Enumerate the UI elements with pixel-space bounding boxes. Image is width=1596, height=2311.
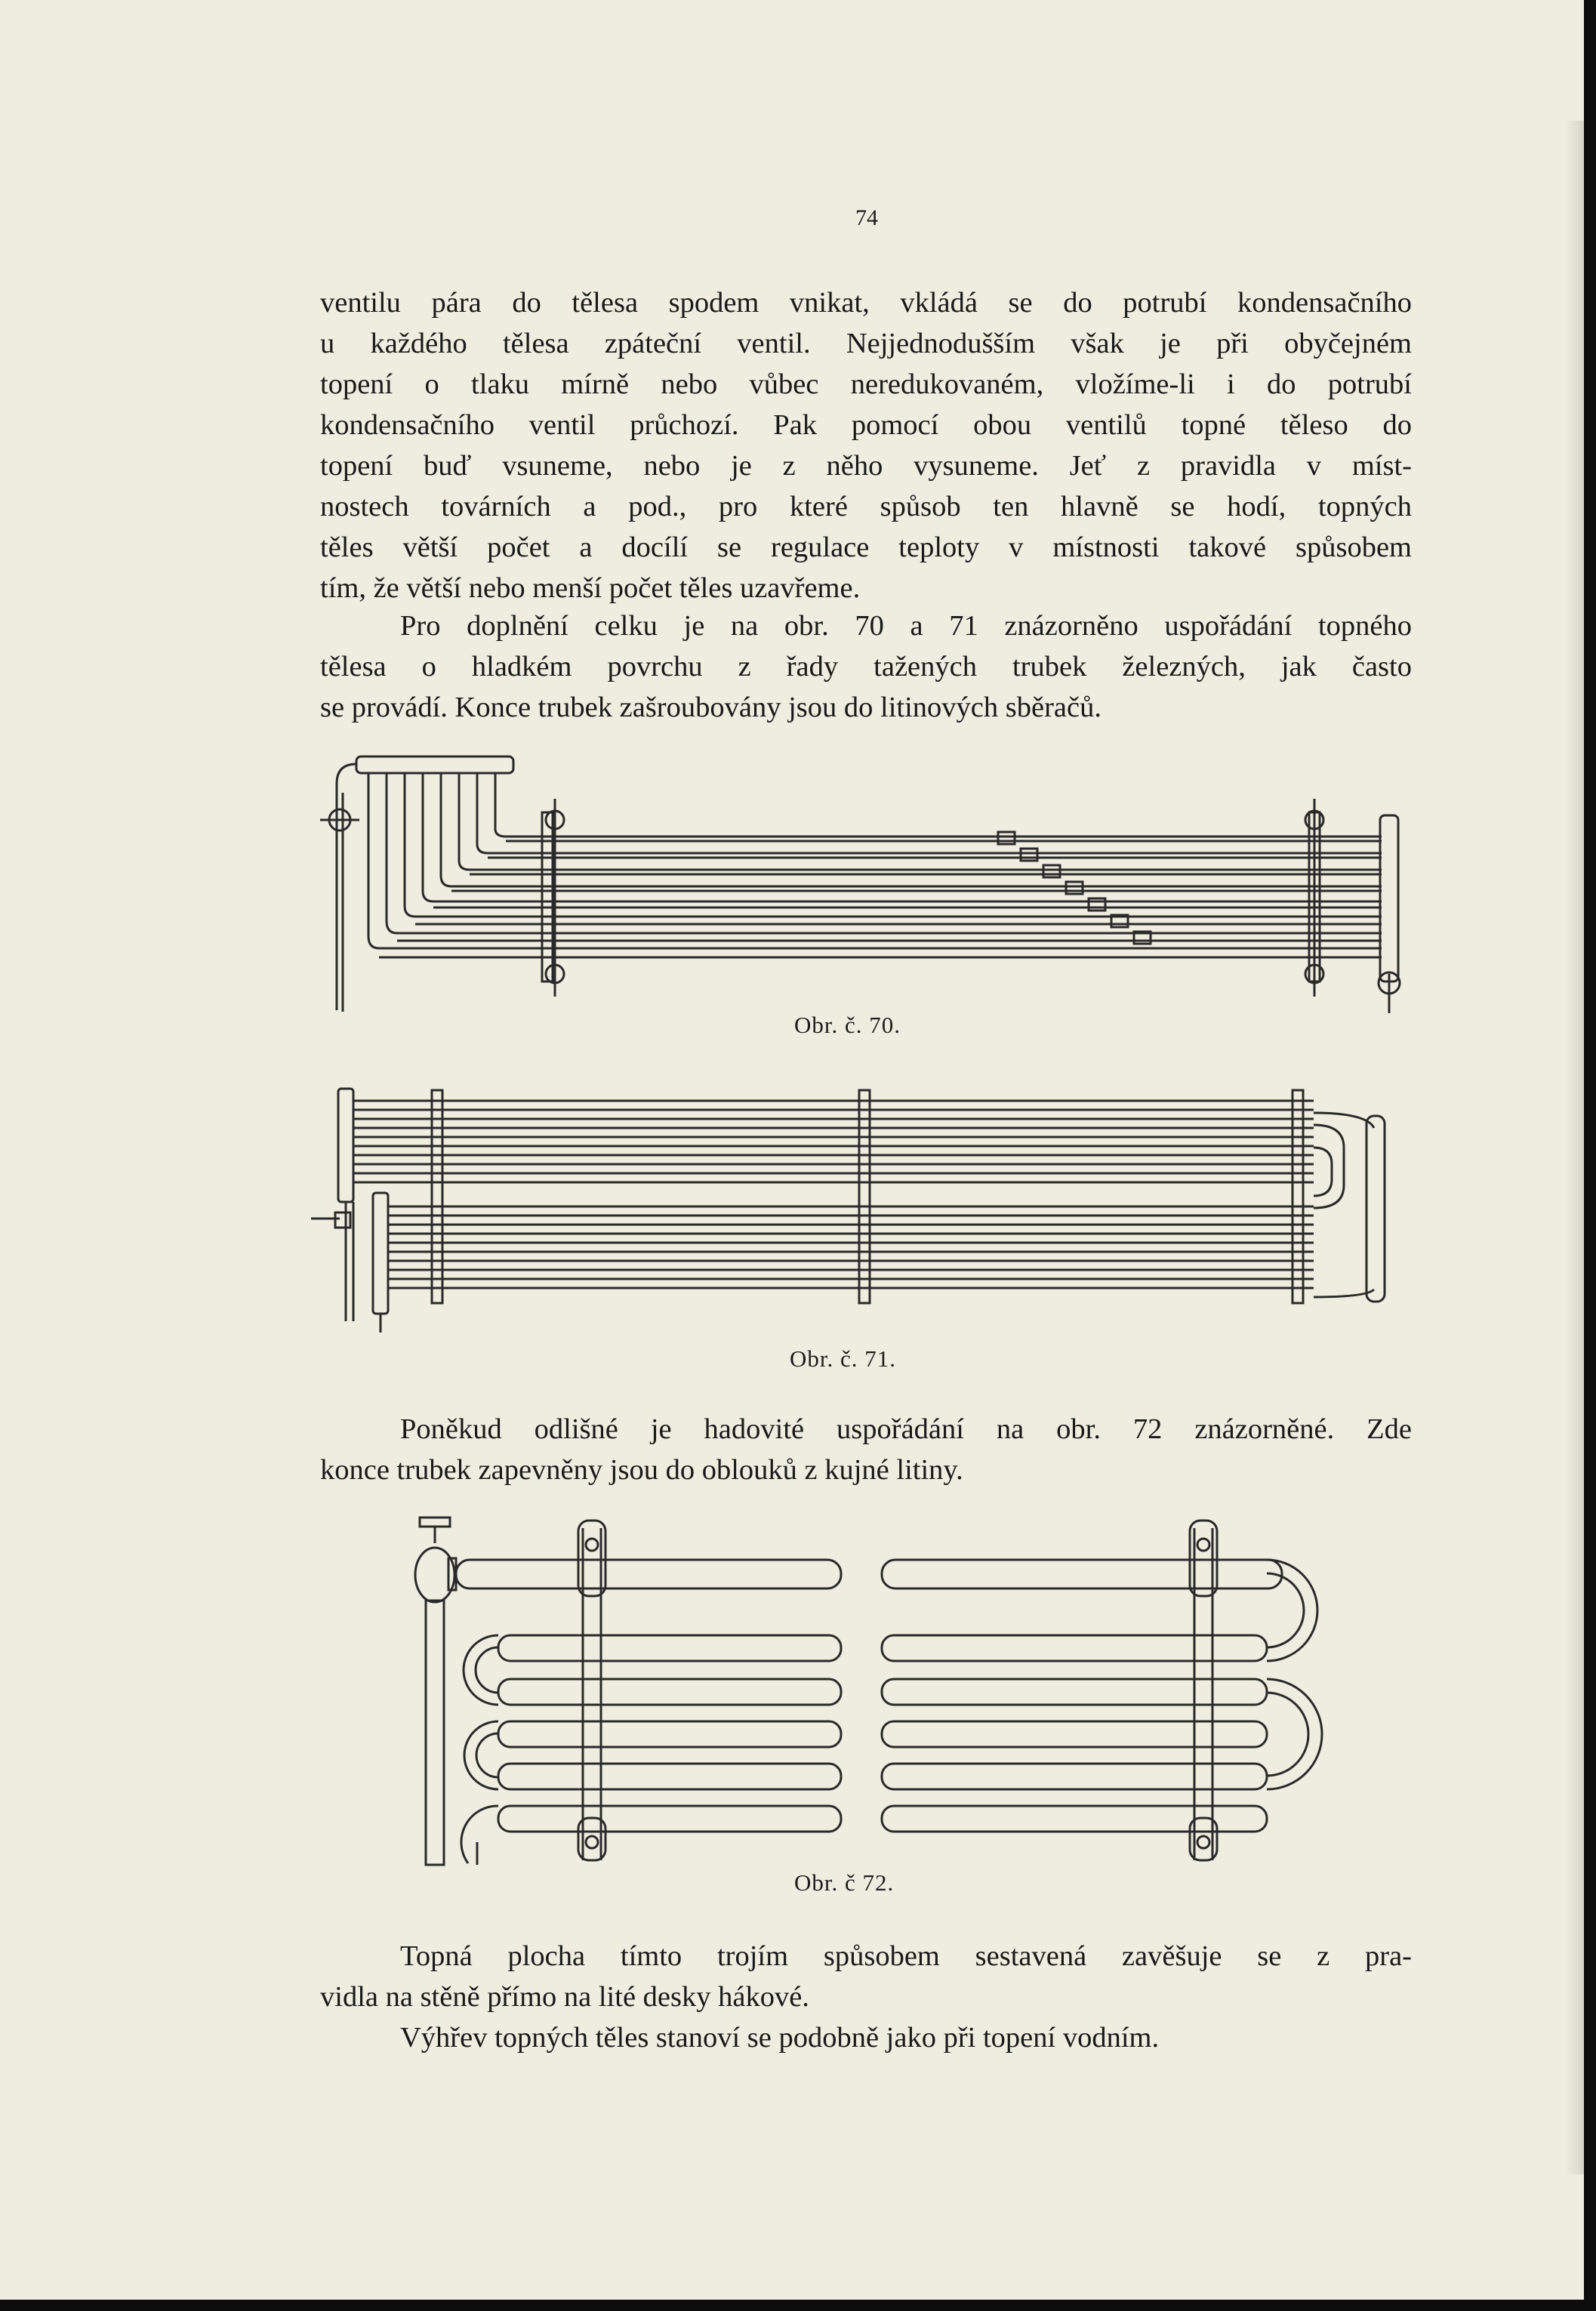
paragraph-line: se provádí. Konce trubek zašroubovány jsou do litinových sběračů. [320, 692, 1101, 723]
figure-70 [310, 747, 1419, 1019]
paragraph-line: těles větší počet a docílí se regulace teploty v místnosti takové spůsobem [320, 532, 1412, 563]
figure-71-caption: Obr. č. 71. [790, 1345, 897, 1372]
figure-71 [310, 1080, 1419, 1336]
paragraph-line: nostech továrních a pod., pro které spůsob ten hlavně se hodí, topných [320, 491, 1412, 522]
page-number: 74 [855, 205, 878, 230]
paragraph-5 [320, 2017, 1412, 2058]
figure-72 [408, 1513, 1336, 1875]
figure-72-caption: Obr. č 72. [794, 1869, 895, 1896]
paragraph-1 [320, 282, 1412, 609]
paragraph-line: tělesa o hladkém povrchu z řady tažených trubek železných, jak často [320, 651, 1412, 683]
paragraph-line: Poněkud odlišné je hadovité uspořádání na obr. 72 znázorněné. Zde [400, 1413, 1412, 1445]
paragraph-line: topení o tlaku mírně nebo vůbec neredukovaném, vložíme-li i do potrubí [320, 368, 1412, 400]
paragraph-line: ventilu pára do tělesa spodem vnikat, vkládá se do potrubí kondensačního [320, 287, 1412, 319]
figure-71-drawing [310, 1080, 1419, 1336]
paragraph-line: tím, že větší nebo menší počet těles uzavřeme. [320, 572, 861, 604]
paragraph-line: Výhřev topných těles stanoví se podobně jako při topení vodním. [400, 2022, 1160, 2054]
paragraph-2 [320, 605, 1412, 728]
figure-70-drawing [310, 747, 1419, 1019]
paragraph-line: topení buď vsuneme, nebo je z něho vysuneme. Jeť z pravidla v míst- [320, 450, 1412, 482]
paragraph-line: u každého tělesa zpáteční ventil. Nejjednodušším však je při obyčejném [320, 328, 1412, 359]
paragraph-4 [320, 1936, 1412, 2017]
paragraph-line: kondensačního ventil průchozí. Pak pomocí obou ventilů topné těleso do [320, 409, 1412, 441]
paragraph-line: Pro doplnění celku je na obr. 70 a 71 znázorněno uspořádání topného [400, 610, 1412, 642]
paragraph-line: vidla na stěně přímo na lité desky hákové. [320, 1981, 809, 2013]
figure-72-drawing [408, 1513, 1336, 1875]
paragraph-line: konce trubek zapevněny jsou do oblouků z kujné litiny. [320, 1454, 963, 1486]
paragraph-3 [320, 1409, 1412, 1490]
paragraph-line: Topná plocha tímto trojím spůsobem sestavená zavěšuje se z pra- [400, 1940, 1412, 1972]
figure-70-caption: Obr. č. 70. [794, 1012, 901, 1038]
